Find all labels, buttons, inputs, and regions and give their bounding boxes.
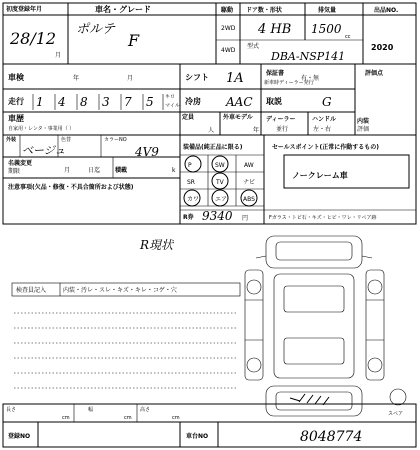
color-label: 色替 [61, 137, 72, 143]
mileage-digit: 5 [146, 95, 154, 109]
inspection-label: 車検 [8, 73, 24, 82]
mileage-digit: 1 [36, 95, 44, 109]
height-unit: cm [172, 415, 180, 421]
header-grid [3, 3, 416, 64]
equipment-item-aw: AW [244, 162, 254, 169]
history-options: 自家用・レンタ・事業用（ ） [8, 126, 75, 132]
history-label: 車歴 [8, 114, 24, 123]
spare-label: スペア [388, 411, 404, 417]
displacement-value: 1500 [311, 22, 342, 36]
cert-sub: 期限 [8, 168, 21, 175]
equipment-item-abs: ABS [243, 196, 255, 203]
manual-label: 取説 [266, 97, 282, 106]
interior-label: 内装 [357, 118, 370, 125]
width-label: 幅 [88, 407, 94, 413]
equipment-item-sr: SR [187, 179, 195, 186]
damage-marks [290, 394, 329, 405]
equipment-title: 装備品(純正品に限る) [183, 144, 243, 151]
equipment-item-airbag: エア [215, 196, 228, 203]
displacement-label: 排気量 [318, 7, 337, 14]
height-label: 高さ [140, 407, 151, 413]
remarks-handwritten: R現状 [140, 238, 174, 252]
car-name-value: ポルテ [76, 22, 116, 37]
equipment-item-p: P [188, 162, 192, 169]
manual-value: G [322, 95, 332, 109]
length-unit: cm [62, 415, 70, 421]
cert-month: 月 [64, 167, 71, 174]
color-code-value: 4V9 [135, 145, 159, 159]
chassis-number-label: 車台NO [186, 433, 209, 440]
recycle-unit: 円 [242, 215, 249, 222]
inspector-dotted-lines [14, 313, 238, 388]
import-unit: 年 [253, 127, 260, 134]
first-registration-label: 初度登録年月 [6, 6, 43, 13]
shift-label: シフト [185, 73, 209, 82]
mileage-label: 走行 [8, 97, 24, 106]
lot-label: 出品NO. [374, 7, 399, 14]
no-claim-stamp: ノークレーム車 [292, 171, 348, 180]
warranty-label: 保証書 [266, 70, 285, 77]
score-label: 評価点 [365, 70, 384, 77]
mileage-digit: 7 [124, 95, 132, 109]
dealer-label: ディーラー [266, 116, 296, 123]
car-diagram [245, 236, 406, 416]
inspection-month: 月 [127, 75, 134, 82]
handle-label: ハンドル [312, 116, 337, 123]
exterior-value: ベージュ [22, 144, 66, 157]
mileage-digit: 8 [80, 95, 88, 109]
car-name-label: 車名・グレード [95, 5, 151, 14]
lot-value: 2020 [371, 43, 394, 52]
capacity-unit: 人 [208, 127, 215, 134]
recycle-label: R券 [183, 214, 194, 221]
mileage-digit: 3 [102, 95, 110, 109]
inspector-items: 内装・汚レ・スレ・キズ・キレ・コゲ・穴 [63, 287, 177, 294]
inspector-label: 検査員記入 [16, 287, 47, 294]
interior-sub: 評価 [357, 126, 370, 133]
aircon-label: 冷房 [185, 97, 201, 106]
cert-label: 名義変更 [8, 160, 33, 167]
mileage-digits [36, 95, 154, 109]
loading-unit: k [172, 167, 176, 174]
warranty-sub: 新車時ディーラー発行 [264, 80, 314, 86]
chassis-number-value: 8048774 [300, 429, 363, 445]
import-label: 外車モデル [223, 114, 253, 121]
sales-point-footer: Fガラス・トビ石・キズ・ヒビ・ワレ・リペア跡 [269, 215, 377, 221]
doors-label: ドア数・形状 [246, 7, 282, 14]
equipment-item-tv: TV [216, 179, 224, 186]
warranty-value: 有・無 [301, 75, 320, 82]
drive-4wd: 4WD [221, 47, 236, 54]
drive-2wd: 2WD [221, 25, 236, 32]
recycle-value: 9340 [202, 209, 233, 223]
cert-day: 日迄 [88, 167, 101, 174]
length-label: 長さ [6, 407, 17, 413]
registration-number-label: 登録NO [8, 433, 31, 440]
shift-value: 1A [226, 71, 244, 86]
drive-label: 駆動 [221, 7, 234, 14]
equipment-item-sw: SW [215, 162, 225, 169]
mileage-unit-mile: マイル [165, 103, 180, 109]
model-value: DBA-NSP141 [271, 50, 346, 63]
color-code-label: カラーNO [104, 137, 127, 143]
displacement-unit: cc [345, 34, 351, 40]
first-registration-month-suffix: 月 [55, 52, 62, 59]
width-unit: cm [124, 415, 132, 421]
mileage-unit-km: キロ [165, 94, 176, 100]
equipment-item-leather: カワ [187, 196, 200, 203]
handle-value: 左・右 [313, 126, 332, 133]
mileage-digit: 4 [58, 95, 66, 109]
dealer-sub: 並行 [276, 126, 289, 133]
first-registration-value: 28/12 [10, 29, 57, 48]
notes-label: 注意事項(欠品・修復・不具合箇所および状態) [8, 184, 134, 191]
grade-value: F [128, 31, 140, 50]
capacity-label: 定員 [182, 114, 195, 121]
doors-value: 4 HB [258, 22, 292, 37]
sales-point-title: セールスポイント(正常に作動するもの) [272, 144, 379, 151]
aircon-value: AAC [226, 95, 253, 109]
equipment-item-navi: ナビ [243, 179, 256, 186]
loading-label: 積載 [115, 167, 128, 174]
model-label: 型式 [247, 43, 260, 50]
inspection-year: 年 [73, 75, 80, 82]
exterior-label: 外装 [6, 137, 17, 143]
